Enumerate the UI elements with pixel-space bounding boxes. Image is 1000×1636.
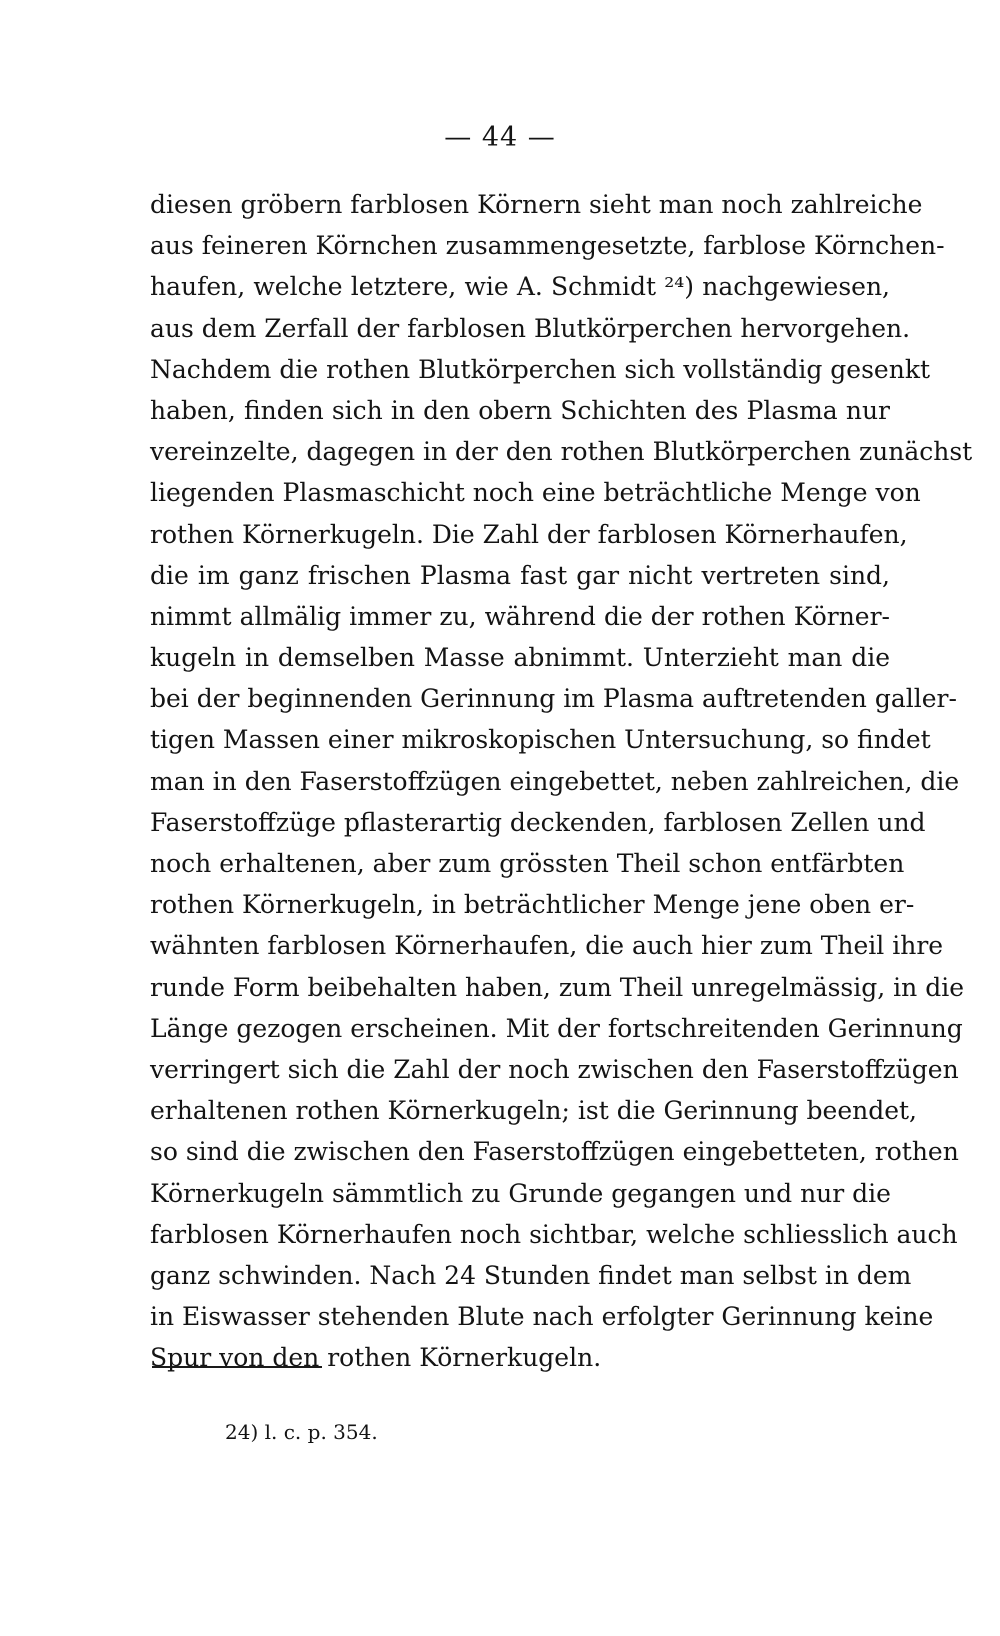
text-line: Nachdem die rothen Blutkörperchen sich vollständig gesenkt [150, 354, 931, 384]
body-text [150, 184, 973, 1378]
text-line: haben, finden sich in den obern Schichten des Plasma nur [150, 395, 890, 425]
page-number: — 44 — [444, 122, 556, 153]
text-line: man in den Faserstoffzügen eingebettet, neben zahlreichen, die [150, 766, 960, 796]
text-line: ganz schwinden. Nach 24 Stunden findet man selbst in dem [150, 1260, 912, 1290]
text-line: Körnerkugeln sämmtlich zu Grunde gegangen und nur die [150, 1178, 891, 1208]
text-line: rothen Körnerkugeln. Die Zahl der farblosen Körnerhaufen, [150, 519, 908, 549]
text-line: bei der beginnenden Gerinnung im Plasma auftretenden galler- [150, 684, 957, 714]
text-line: runde Form beibehalten haben, zum Theil unregelmässig, in die [150, 972, 964, 1002]
text-line: so sind die zwischen den Faserstoffzügen eingebetteten, rothen [150, 1137, 959, 1167]
text-line: die im ganz frischen Plasma fast gar nicht vertreten sind, [150, 560, 890, 590]
text-line: verringert sich die Zahl der noch zwischen den Faserstoffzügen [150, 1054, 959, 1084]
text-line: haufen, welche letztere, wie A. Schmidt ²⁴) nachgewiesen, [150, 272, 890, 302]
text-line: tigen Massen einer mikroskopischen Untersuchung, so findet [150, 725, 931, 755]
text-line: erhaltenen rothen Körnerkugeln; ist die Gerinnung beendet, [150, 1096, 918, 1126]
text-line: rothen Körnerkugeln, in beträchtlicher Menge jene oben er- [150, 890, 915, 920]
text-line: kugeln in demselben Masse abnimmt. Unterzieht man die [150, 643, 890, 673]
text-line: Länge gezogen erscheinen. Mit der fortschreitenden Gerinnung [150, 1013, 963, 1043]
text-line: noch erhaltenen, aber zum grössten Theil schon entfärbten [150, 849, 905, 878]
footnote-divider [152, 1366, 322, 1368]
text-line: vereinzelte, dagegen in der den rothen Blutkörperchen zunächst [150, 437, 973, 467]
text-line: aus dem Zerfall der farblosen Blutkörperchen hervorgehen. [150, 313, 911, 343]
text-line: wähnten farblosen Körnerhaufen, die auch hier zum Theil ihre [150, 931, 944, 961]
text-line: in Eiswasser stehenden Blute nach erfolgter Gerinnung keine [150, 1302, 934, 1332]
text-line: diesen gröbern farblosen Körnern sieht man noch zahlreiche [150, 190, 923, 219]
text-line: nimmt allmälig immer zu, während die der rothen Körner- [150, 601, 890, 631]
text-line: Faserstoffzüge pflasterartig deckenden, farblosen Zellen und [150, 807, 926, 837]
text-line: aus feineren Körnchen zusammengesetzte, farblose Körnchen- [150, 231, 945, 261]
text-line: farblosen Körnerhaufen noch sichtbar, welche schliesslich auch [150, 1219, 958, 1249]
text-line: liegenden Plasmaschicht noch eine beträchtliche Menge von [150, 478, 921, 508]
footnote: 24) l. c. p. 354. [225, 1420, 378, 1444]
text-line: Spur von den rothen Körnerkugeln. [150, 1343, 602, 1373]
